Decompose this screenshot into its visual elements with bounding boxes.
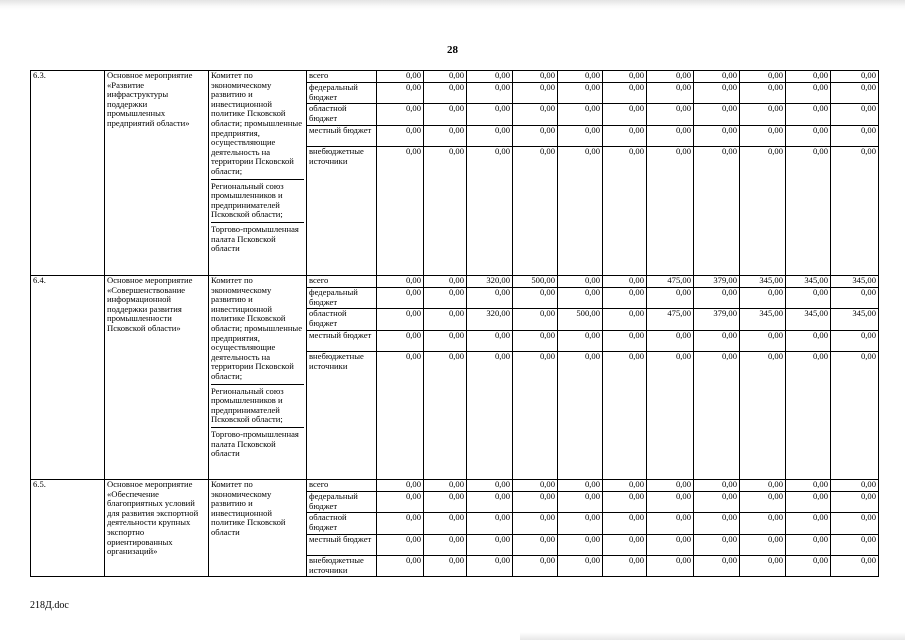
amount-cell: 345,00	[786, 309, 831, 331]
amount-cell: 0,00	[377, 147, 424, 276]
amount-cell: 0,00	[694, 126, 740, 147]
amount-cell: 345,00	[831, 309, 879, 331]
item-title: Основное мероприятие «Развитие инфраструктуры поддержки промышленных предприятий области»	[105, 71, 209, 276]
funding-source: федеральный бюджет	[307, 83, 377, 104]
amount-cell: 0,00	[647, 104, 694, 126]
amount-cell: 0,00	[513, 104, 558, 126]
amount-cell: 0,00	[467, 513, 513, 535]
amount-cell: 0,00	[377, 331, 424, 352]
item-executors	[209, 71, 307, 276]
amount-cell: 0,00	[513, 71, 558, 83]
item-code: 6.4.	[31, 276, 105, 480]
amount-cell: 0,00	[558, 276, 603, 288]
executor-entry: Региональный союз промышленников и предпринимателей Псковской области;	[211, 387, 304, 428]
amount-cell: 0,00	[467, 331, 513, 352]
amount-cell: 0,00	[467, 126, 513, 147]
amount-cell: 0,00	[831, 126, 879, 147]
amount-cell: 0,00	[647, 352, 694, 480]
amount-cell: 379,00	[694, 309, 740, 331]
funding-source: внебюджетные источники	[307, 352, 377, 480]
amount-cell: 0,00	[786, 535, 831, 556]
amount-cell: 0,00	[513, 556, 558, 577]
item-title: Основное мероприятие «Обеспечение благоприятных условий для развития экспортной деятельности крупных экспортно ориентированных организаций»	[105, 480, 209, 577]
amount-cell: 0,00	[558, 288, 603, 309]
item-code: 6.3.	[31, 71, 105, 276]
amount-cell: 0,00	[558, 71, 603, 83]
amount-cell: 0,00	[831, 535, 879, 556]
amount-cell: 0,00	[424, 331, 467, 352]
amount-cell: 320,00	[467, 309, 513, 331]
amount-cell: 0,00	[467, 556, 513, 577]
amount-cell: 0,00	[513, 331, 558, 352]
amount-cell: 0,00	[377, 126, 424, 147]
funding-source: местный бюджет	[307, 126, 377, 147]
amount-cell: 0,00	[694, 104, 740, 126]
amount-cell: 0,00	[831, 83, 879, 104]
amount-cell: 0,00	[603, 352, 647, 480]
amount-cell: 0,00	[424, 83, 467, 104]
amount-cell: 0,00	[831, 513, 879, 535]
amount-cell: 0,00	[424, 126, 467, 147]
amount-cell: 0,00	[831, 556, 879, 577]
amount-cell: 0,00	[786, 556, 831, 577]
funding-source: федеральный бюджет	[307, 492, 377, 513]
amount-cell: 0,00	[740, 83, 786, 104]
amount-cell: 0,00	[603, 535, 647, 556]
amount-cell: 0,00	[424, 147, 467, 276]
amount-cell: 0,00	[647, 71, 694, 83]
amount-cell: 0,00	[740, 104, 786, 126]
funding-source: местный бюджет	[307, 535, 377, 556]
amount-cell: 0,00	[603, 288, 647, 309]
amount-cell: 0,00	[377, 71, 424, 83]
amount-cell: 0,00	[786, 126, 831, 147]
amount-cell: 0,00	[831, 480, 879, 492]
amount-cell: 0,00	[831, 331, 879, 352]
amount-cell: 0,00	[558, 513, 603, 535]
amount-cell: 0,00	[558, 535, 603, 556]
executor-entry: Комитет по экономическому развитию и инвестиционной политике Псковской области	[211, 479, 286, 537]
amount-cell: 0,00	[603, 104, 647, 126]
amount-cell: 0,00	[740, 126, 786, 147]
amount-cell: 0,00	[467, 535, 513, 556]
amount-cell: 0,00	[694, 288, 740, 309]
amount-cell: 0,00	[558, 352, 603, 480]
amount-cell: 0,00	[694, 480, 740, 492]
amount-cell: 0,00	[513, 535, 558, 556]
amount-cell: 345,00	[740, 276, 786, 288]
executor-entry: Комитет по экономическому развитию и инвестиционной политике Псковской области; промышленные предприятия, осуществляющие деятельность на территории Псковской области;	[211, 276, 304, 385]
amount-cell: 0,00	[786, 480, 831, 492]
amount-cell: 0,00	[558, 492, 603, 513]
amount-cell: 0,00	[786, 147, 831, 276]
amount-cell: 0,00	[513, 492, 558, 513]
amount-cell: 0,00	[786, 83, 831, 104]
amount-cell: 0,00	[467, 480, 513, 492]
funding-source: областной бюджет	[307, 104, 377, 126]
amount-cell: 0,00	[831, 71, 879, 83]
amount-cell: 0,00	[513, 513, 558, 535]
funding-table	[30, 70, 879, 577]
amount-cell: 0,00	[786, 331, 831, 352]
amount-cell: 0,00	[647, 492, 694, 513]
amount-cell: 320,00	[467, 276, 513, 288]
item-executors	[209, 480, 307, 577]
amount-cell: 0,00	[424, 71, 467, 83]
amount-cell: 0,00	[377, 492, 424, 513]
amount-cell: 379,00	[694, 276, 740, 288]
amount-cell: 0,00	[513, 147, 558, 276]
amount-cell: 0,00	[740, 331, 786, 352]
amount-cell: 0,00	[831, 147, 879, 276]
amount-cell: 0,00	[786, 352, 831, 480]
amount-cell: 0,00	[377, 513, 424, 535]
amount-cell: 0,00	[558, 104, 603, 126]
amount-cell: 0,00	[740, 480, 786, 492]
amount-cell: 0,00	[603, 276, 647, 288]
funding-source: внебюджетные источники	[307, 556, 377, 577]
amount-cell: 0,00	[647, 288, 694, 309]
amount-cell: 0,00	[603, 492, 647, 513]
amount-cell: 0,00	[603, 71, 647, 83]
amount-cell: 0,00	[603, 513, 647, 535]
amount-cell: 0,00	[377, 480, 424, 492]
amount-cell: 0,00	[831, 492, 879, 513]
amount-cell: 0,00	[603, 331, 647, 352]
amount-cell: 0,00	[467, 104, 513, 126]
amount-cell: 0,00	[377, 309, 424, 331]
amount-cell: 0,00	[740, 288, 786, 309]
amount-cell: 0,00	[467, 147, 513, 276]
amount-cell: 0,00	[513, 480, 558, 492]
page-number: 28	[447, 44, 458, 56]
table-row	[31, 480, 879, 492]
amount-cell: 0,00	[377, 276, 424, 288]
amount-cell: 0,00	[424, 352, 467, 480]
amount-cell: 0,00	[694, 83, 740, 104]
amount-cell: 0,00	[513, 83, 558, 104]
executor-entry: Торгово-промышленная палата Псковской области	[211, 223, 299, 254]
amount-cell: 0,00	[603, 126, 647, 147]
amount-cell: 0,00	[558, 126, 603, 147]
amount-cell: 345,00	[740, 309, 786, 331]
amount-cell: 0,00	[740, 556, 786, 577]
amount-cell: 0,00	[647, 513, 694, 535]
amount-cell: 500,00	[513, 276, 558, 288]
amount-cell: 0,00	[467, 83, 513, 104]
item-code: 6.5.	[31, 480, 105, 577]
amount-cell: 0,00	[603, 147, 647, 276]
funding-source: внебюджетные источники	[307, 147, 377, 276]
amount-cell: 0,00	[647, 331, 694, 352]
amount-cell: 0,00	[740, 352, 786, 480]
amount-cell: 0,00	[377, 352, 424, 480]
executor-entry: Региональный союз промышленников и предпринимателей Псковской области;	[211, 182, 304, 223]
amount-cell: 0,00	[831, 352, 879, 480]
amount-cell: 500,00	[558, 309, 603, 331]
amount-cell: 0,00	[558, 83, 603, 104]
funding-source: всего	[307, 480, 377, 492]
amount-cell: 0,00	[377, 556, 424, 577]
amount-cell: 0,00	[786, 71, 831, 83]
amount-cell: 0,00	[603, 480, 647, 492]
amount-cell: 0,00	[694, 556, 740, 577]
funding-source: всего	[307, 71, 377, 83]
table-row	[31, 71, 879, 83]
amount-cell: 0,00	[740, 535, 786, 556]
amount-cell: 0,00	[786, 104, 831, 126]
amount-cell: 475,00	[647, 276, 694, 288]
amount-cell: 0,00	[694, 513, 740, 535]
amount-cell: 0,00	[647, 556, 694, 577]
amount-cell: 0,00	[694, 492, 740, 513]
amount-cell: 0,00	[831, 288, 879, 309]
amount-cell: 0,00	[647, 126, 694, 147]
amount-cell: 0,00	[740, 492, 786, 513]
funding-source: местный бюджет	[307, 331, 377, 352]
amount-cell: 0,00	[424, 480, 467, 492]
amount-cell: 0,00	[377, 83, 424, 104]
funding-source: федеральный бюджет	[307, 288, 377, 309]
amount-cell: 0,00	[424, 513, 467, 535]
amount-cell: 0,00	[694, 71, 740, 83]
amount-cell: 0,00	[467, 71, 513, 83]
table-row	[31, 276, 879, 288]
amount-cell: 0,00	[467, 352, 513, 480]
amount-cell: 0,00	[740, 147, 786, 276]
amount-cell: 0,00	[786, 288, 831, 309]
amount-cell: 0,00	[558, 480, 603, 492]
executor-entry: Торгово-промышленная палата Псковской области	[211, 428, 299, 459]
amount-cell: 0,00	[558, 556, 603, 577]
amount-cell: 0,00	[786, 513, 831, 535]
amount-cell: 0,00	[513, 126, 558, 147]
amount-cell: 0,00	[513, 288, 558, 309]
amount-cell: 0,00	[647, 480, 694, 492]
amount-cell: 0,00	[467, 492, 513, 513]
amount-cell: 0,00	[424, 556, 467, 577]
funding-source: всего	[307, 276, 377, 288]
amount-cell: 0,00	[603, 83, 647, 104]
amount-cell: 0,00	[424, 309, 467, 331]
amount-cell: 0,00	[377, 104, 424, 126]
funding-source: областной бюджет	[307, 309, 377, 331]
amount-cell: 0,00	[694, 331, 740, 352]
amount-cell: 0,00	[603, 556, 647, 577]
amount-cell: 0,00	[424, 492, 467, 513]
amount-cell: 0,00	[740, 71, 786, 83]
amount-cell: 0,00	[740, 513, 786, 535]
amount-cell: 0,00	[467, 288, 513, 309]
scan-edge-bottom	[520, 632, 905, 640]
amount-cell: 0,00	[647, 147, 694, 276]
amount-cell: 0,00	[694, 352, 740, 480]
amount-cell: 345,00	[786, 276, 831, 288]
amount-cell: 0,00	[424, 535, 467, 556]
doc-filename: 218Д.doc	[30, 600, 69, 611]
executor-entry: Комитет по экономическому развитию и инвестиционной политике Псковской области; промышленные предприятия, осуществляющие деятельность на территории Псковской области;	[211, 71, 304, 180]
amount-cell: 0,00	[558, 147, 603, 276]
amount-cell: 0,00	[647, 83, 694, 104]
amount-cell: 0,00	[831, 104, 879, 126]
amount-cell: 0,00	[786, 492, 831, 513]
amount-cell: 475,00	[647, 309, 694, 331]
amount-cell: 345,00	[831, 276, 879, 288]
item-executors	[209, 276, 307, 480]
amount-cell: 0,00	[603, 309, 647, 331]
amount-cell: 0,00	[694, 147, 740, 276]
amount-cell: 0,00	[377, 288, 424, 309]
scan-edge-top	[0, 0, 905, 10]
amount-cell: 0,00	[424, 276, 467, 288]
amount-cell: 0,00	[377, 535, 424, 556]
funding-source: областной бюджет	[307, 513, 377, 535]
amount-cell: 0,00	[694, 535, 740, 556]
amount-cell: 0,00	[513, 352, 558, 480]
amount-cell: 0,00	[424, 104, 467, 126]
amount-cell: 0,00	[558, 331, 603, 352]
amount-cell: 0,00	[647, 535, 694, 556]
amount-cell: 0,00	[513, 309, 558, 331]
item-title: Основное мероприятие «Совершенствование информационной поддержки развития промышленности Псковской области»	[105, 276, 209, 480]
amount-cell: 0,00	[424, 288, 467, 309]
